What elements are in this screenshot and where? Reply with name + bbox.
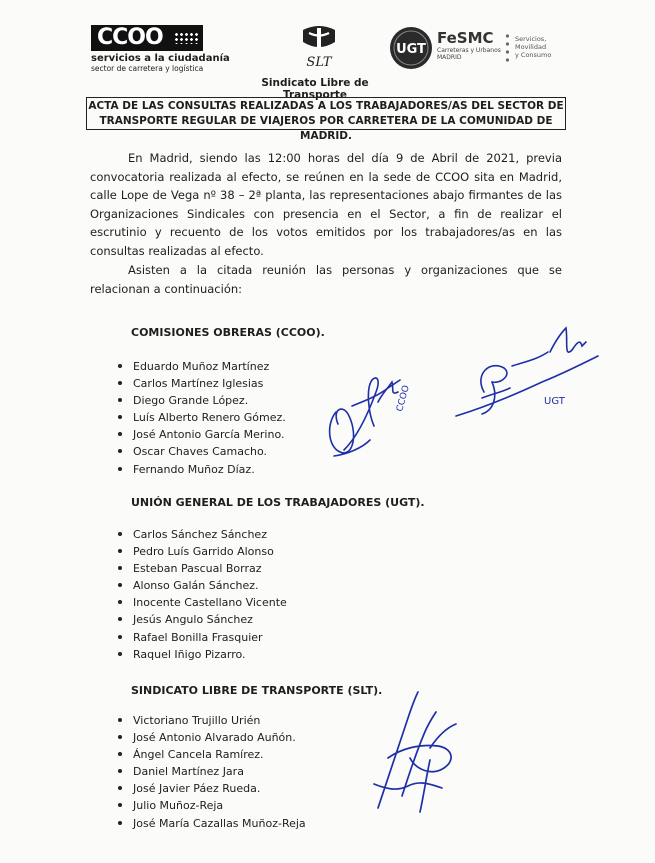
list-item: José Antonio Alvarado Auñón. xyxy=(118,729,306,746)
document-title xyxy=(86,97,566,142)
list-item: Esteban Pascual Borraz xyxy=(118,560,287,577)
list-item: Rafael Bonilla Frasquier xyxy=(118,629,287,646)
list-item: Oscar Chaves Camacho. xyxy=(118,443,286,460)
ugt-logo-icon xyxy=(389,26,433,70)
list-item: Ángel Cancela Ramírez. xyxy=(118,746,306,763)
list-item: Alonso Galán Sánchez. xyxy=(118,577,287,594)
list-item: Carlos Sánchez Sánchez xyxy=(118,526,287,543)
fesmc-subtitle: Carreteras y Urbanos xyxy=(437,47,501,54)
section-title-ugt: UNIÓN GENERAL DE LOS TRABAJADORES (UGT). xyxy=(131,496,425,509)
ccoo-wordmark-box xyxy=(91,25,203,51)
services-line-1: Servicios, xyxy=(515,35,547,43)
list-item: Daniel Martínez Jara xyxy=(118,763,306,780)
ccoo-wordmark: CCOO xyxy=(97,25,163,50)
list-item: José Javier Páez Rueda. xyxy=(118,780,306,797)
ugt-signature-note: UGT xyxy=(544,396,565,407)
services-block xyxy=(515,35,575,59)
ccoo-logo xyxy=(91,25,230,73)
section-title-ccoo: COMISIONES OBRERAS (CCOO). xyxy=(131,326,325,339)
intro-paragraph: En Madrid, siendo las 12:00 horas del día 9 de Abril de 2021, previa convocatoria realizada al efecto, se reúnen en la sede de CCOO sita en Madrid, calle Lope de Vega nº 38 – 2ª planta, las representaciones abajo firmantes de las Organizaciones Sindicales con presencia en el Sector, a fin de realizar el escrutinio y recuento de los votos emitidos por los trabajadores/as en las consultas realizadas al efecto. xyxy=(90,151,562,258)
ugt-signature xyxy=(452,322,602,424)
ccoo-signature-note: CCOO xyxy=(395,384,412,413)
slt-logo-icon xyxy=(295,24,343,70)
list-item: Victoriano Trujillo Urién xyxy=(118,712,306,729)
fesmc-title: FeSMC xyxy=(437,29,494,47)
slt-signature xyxy=(368,688,464,816)
services-line-3: y Consumo xyxy=(515,51,552,59)
member-list-ugt xyxy=(118,526,287,663)
ccoo-tagline: servicios a la ciudadanía xyxy=(91,53,230,64)
services-line-2: Movilidad xyxy=(515,43,547,51)
title-line-2: TRANSPORTE REGULAR DE VIAJEROS POR CARRETERA DE LA COMUNIDAD DE MADRID. xyxy=(99,115,553,142)
attendance-paragraph: Asisten a la citada reunión las personas y organizaciones que se relacionan a continuación: xyxy=(90,263,562,296)
fesmc-region: MADRID xyxy=(437,54,462,61)
section-title-slt: SINDICATO LIBRE DE TRANSPORTE (SLT). xyxy=(131,684,383,697)
list-item: Fernando Muñoz Díaz. xyxy=(118,461,286,478)
ccoo-sector: sector de carretera y logística xyxy=(91,64,204,73)
list-item: Raquel Iñigo Pizarro. xyxy=(118,646,287,663)
title-line-1: ACTA DE LAS CONSULTAS REALIZADAS A LOS TRABAJADORES/AS DEL SECTOR DE xyxy=(88,100,564,112)
list-item: Luís Alberto Renero Gómez. xyxy=(118,409,286,426)
member-list-ccoo xyxy=(118,358,286,478)
ugt-mark: UGT xyxy=(396,42,426,57)
list-item: José Antonio García Merino. xyxy=(118,426,286,443)
list-item: José María Cazallas Muñoz-Reja xyxy=(118,815,306,832)
member-list-slt xyxy=(118,712,306,832)
list-item: Carlos Martínez Iglesias xyxy=(118,375,286,392)
list-item: Julio Muñoz-Reja xyxy=(118,797,306,814)
ccoo-signature xyxy=(318,352,423,462)
list-item: Jesús Angulo Sánchez xyxy=(118,611,287,628)
ccoo-stars-icon xyxy=(174,32,198,44)
list-item: Eduardo Muñoz Martínez xyxy=(118,358,286,375)
slt-mark: SLT xyxy=(306,55,332,70)
slt-caption: Sindicato Libre de Transporte xyxy=(261,77,369,101)
list-item: Inocente Castellano Vicente xyxy=(118,594,287,611)
list-item: Diego Grande López. xyxy=(118,392,286,409)
fesmc-dots-icon xyxy=(505,32,510,66)
list-item: Pedro Luís Garrido Alonso xyxy=(118,543,287,560)
